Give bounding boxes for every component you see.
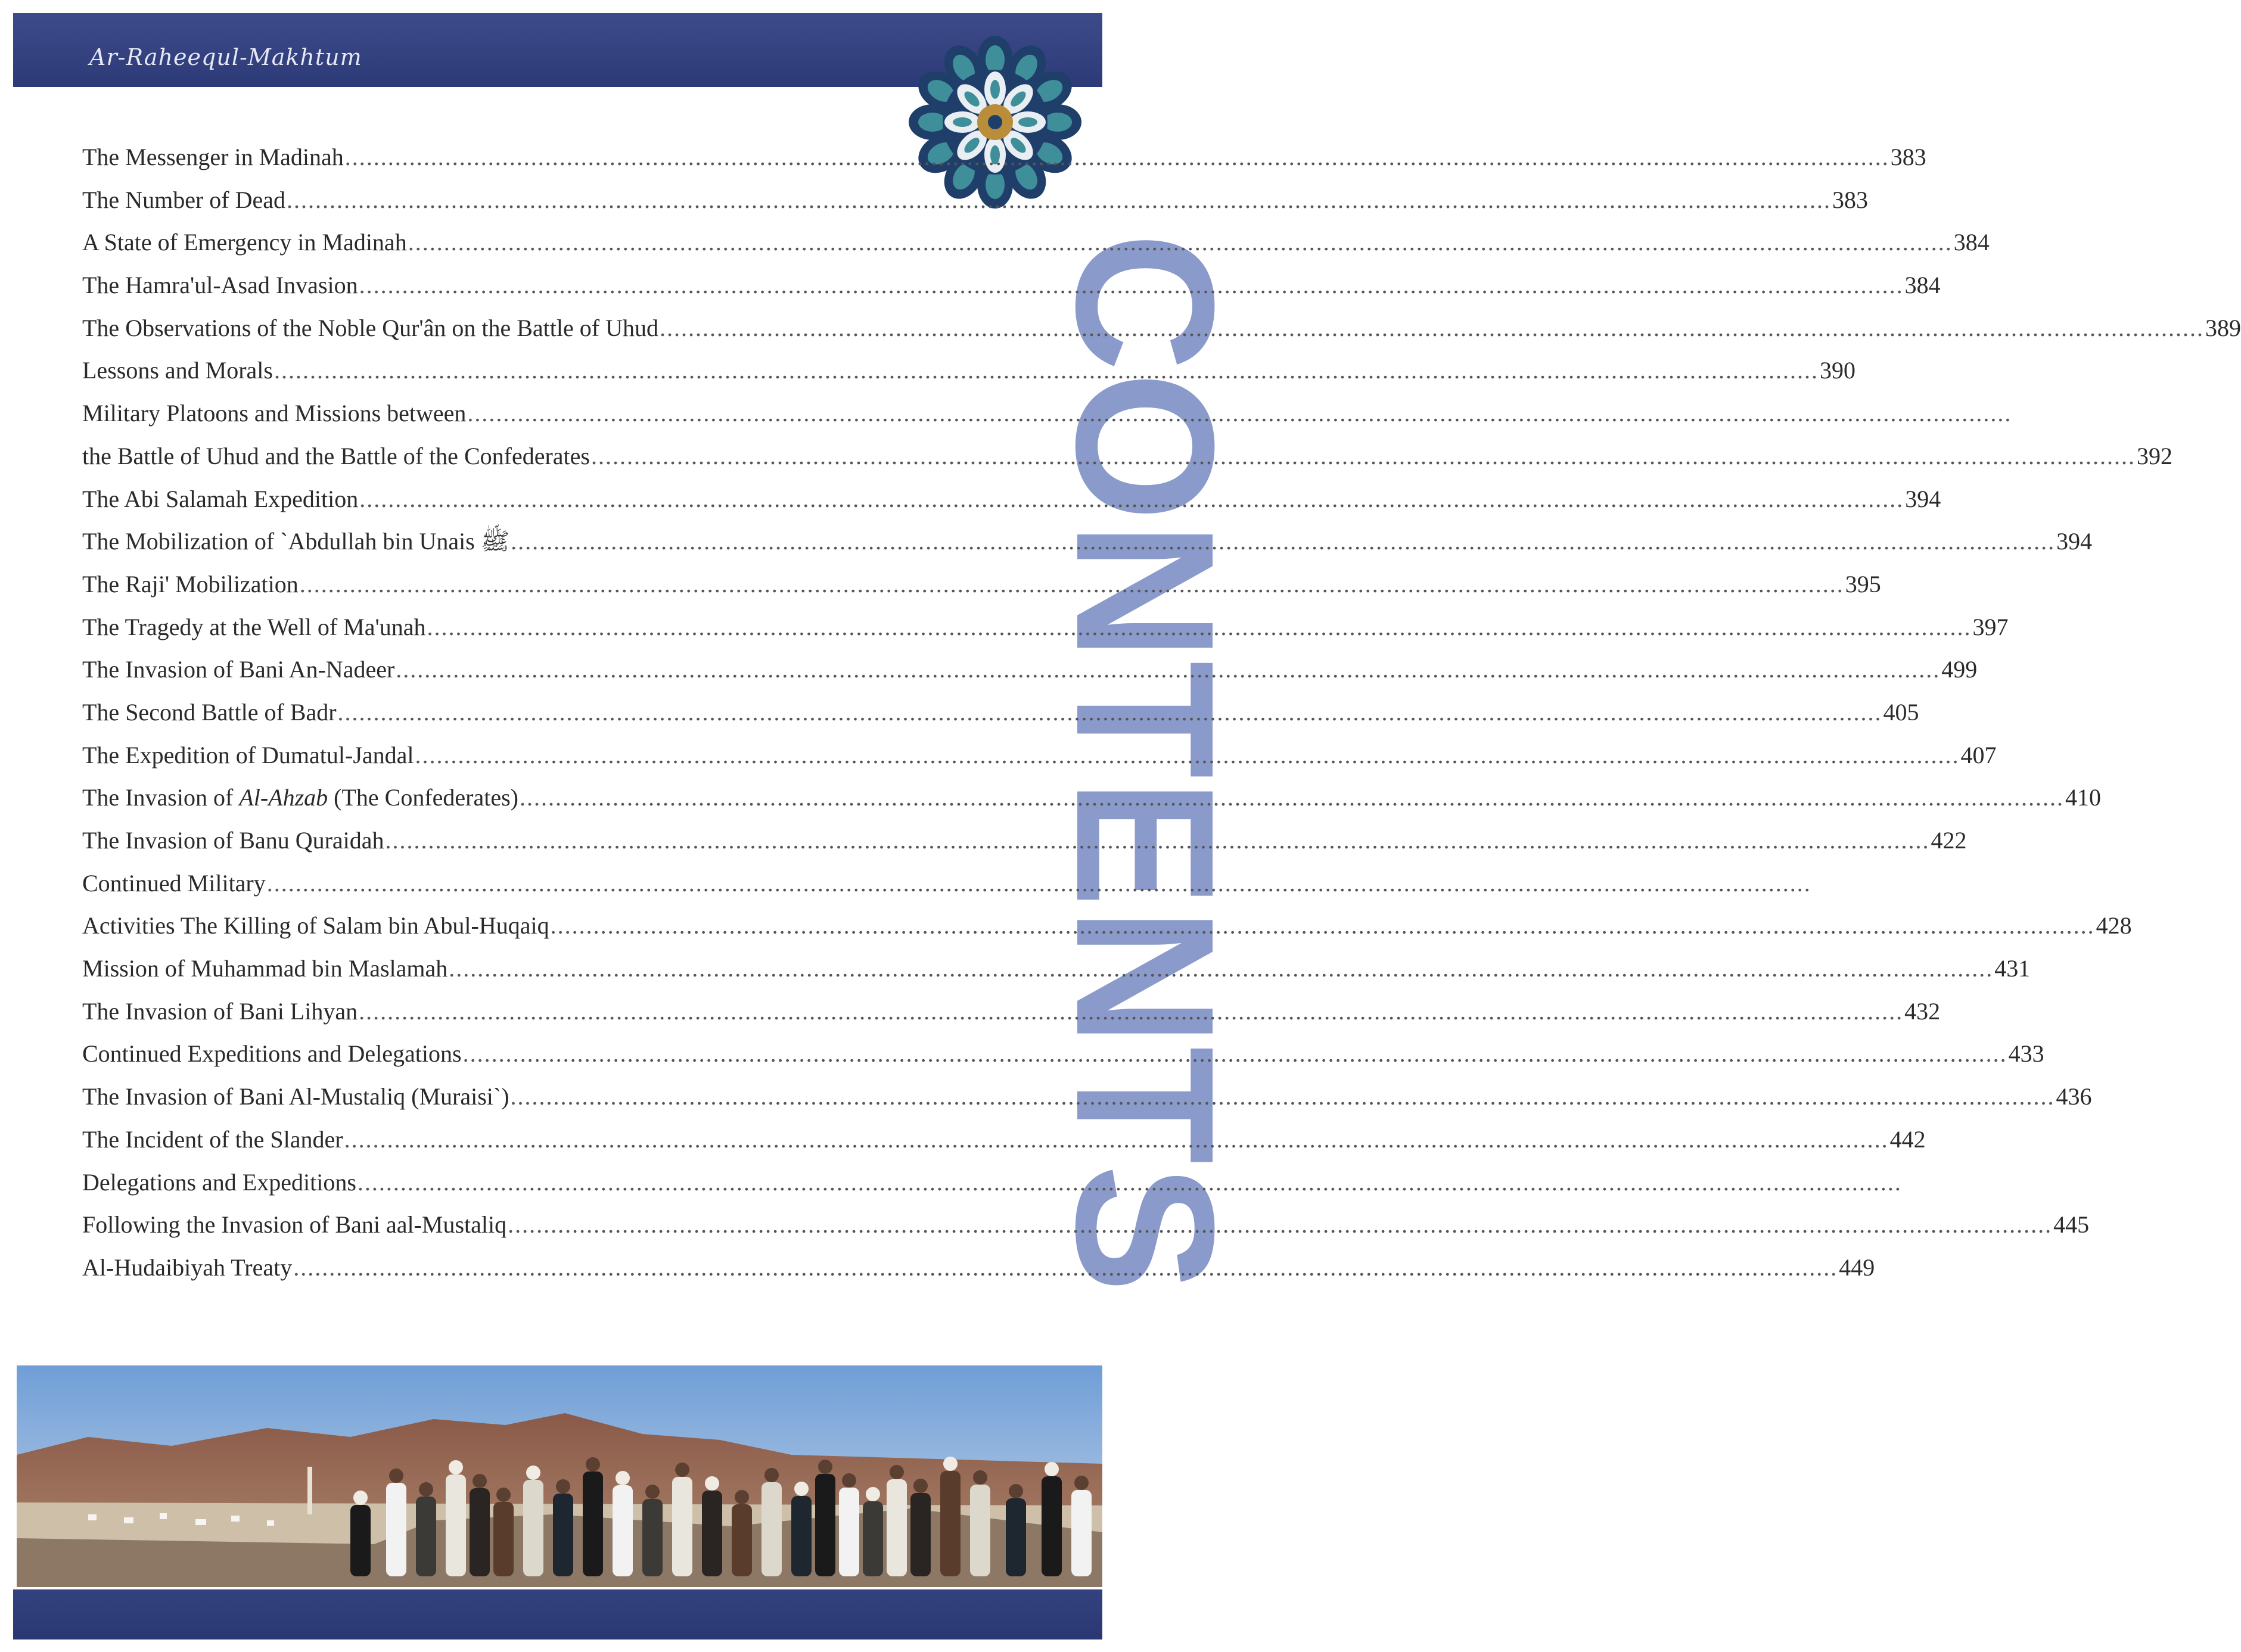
toc-entry-title: The Mobilization of `Abdullah bin Unais ﷺ (82, 528, 510, 555)
toc-entry-title: The Invasion of Bani An-Nadeer (82, 656, 395, 683)
toc-leader-dots (511, 1075, 2055, 1118)
toc-entry-page: 394 (2056, 528, 2093, 555)
toc-entry-title: Continued Military (82, 869, 266, 897)
toc-leader-dots (408, 221, 1953, 264)
toc-entry-title: Continued Expeditions and Delegations (82, 1040, 462, 1068)
toc-entry-page: 397 (1972, 613, 2009, 640)
toc-leader-dots (427, 606, 1971, 649)
toc-leader-dots (267, 862, 1811, 905)
toc-entry-title: The Raji' Mobilization (82, 570, 299, 598)
toc-entry-page: 384 (1953, 229, 1990, 256)
toc-entry-page: 389 (2205, 314, 2241, 341)
footer-band (13, 1589, 1102, 1639)
toc-leader-dots (345, 136, 1889, 179)
toc-leader-dots (551, 904, 2095, 947)
toc-entry-title: The Expedition of Dumatul-Jandal (82, 741, 414, 769)
toc-entry-title: Activities The Killing of Salam bin Abul-Huqaiq (82, 912, 549, 939)
toc-entry-page: 395 (1845, 570, 1881, 598)
toc-leader-dots (300, 563, 1844, 606)
toc-entry-page: 449 (1839, 1253, 1875, 1281)
toc-leader-dots (415, 734, 1960, 777)
toc-entry (82, 648, 1978, 691)
toc-entry (82, 862, 809, 905)
toc-entry-title: The Invasion of Bani Lihyan (82, 997, 358, 1025)
toc-entry (82, 1032, 2044, 1075)
toc-entry-page: 384 (1904, 272, 1941, 299)
toc-leader-dots (338, 691, 1882, 734)
toc-entry (82, 349, 1855, 392)
toc-entry-title: The Messenger in Madinah (82, 144, 344, 170)
toc-entry-title: Lessons and Morals (82, 357, 273, 384)
toc-entry (82, 563, 1881, 606)
toc-entry-title: A State of Emergency in Madinah (82, 229, 407, 256)
toc-entry-page: 432 (1904, 997, 1941, 1025)
toc-entry (82, 776, 2101, 819)
toc-entry (82, 1118, 1926, 1161)
toc-entry-title: the Battle of Uhud and the Battle of the Confederates (82, 442, 590, 469)
toc-entry-page: 407 (1960, 741, 1997, 769)
toc-entry (82, 520, 2093, 563)
toc-entry-title: Al-Hudaibiyah Treaty (82, 1253, 293, 1281)
toc-entry (82, 691, 1919, 734)
toc-entry (82, 947, 2031, 990)
toc-entry (82, 1161, 809, 1204)
toc-leader-dots (396, 648, 1940, 691)
toc-leader-dots (293, 1246, 1838, 1289)
toc-entry-page: 405 (1883, 698, 1919, 726)
toc-entry (82, 819, 1967, 862)
toc-leader-dots (386, 819, 1930, 862)
toc-leader-dots (449, 947, 1993, 990)
toc-entry-page: 428 (2096, 912, 2132, 939)
toc-leader-dots (463, 1032, 2007, 1075)
toc-entry-title: The Incident of the Slander (82, 1125, 343, 1153)
toc-entry-title: The Hamra'ul-Asad Invasion (82, 272, 358, 299)
toc-entry-title: The Observations of the Noble Qur'ân on the Battle of Uhud (82, 314, 658, 341)
book-title: Ar-Raheequl-Makhtum (89, 44, 362, 70)
toc-leader-dots (660, 307, 2204, 350)
toc-entry (82, 221, 1990, 264)
toc-entry-page: 445 (2053, 1211, 2090, 1239)
toc-entry-title: The Invasion of Al-Ahzab (The Confederates) (82, 784, 518, 811)
toc-entry (82, 179, 1868, 222)
toc-entry-title: The Invasion of Banu Quraidah (82, 827, 384, 854)
toc-entry-title: The Abi Salamah Expedition (82, 485, 359, 512)
toc-entry-page: 383 (1832, 186, 1868, 213)
toc-entry-page: 383 (1890, 144, 1926, 170)
toc-leader-dots (287, 179, 1831, 222)
toc-leader-dots (520, 776, 2064, 819)
toc-entry-title: Following the Invasion of Bani aal-Mustaliq (82, 1211, 507, 1239)
toc-leader-dots (508, 1203, 2052, 1246)
toc-entry-page: 442 (1889, 1125, 1926, 1153)
toc-leader-dots (467, 392, 2012, 435)
toc-entry-title: Mission of Muhammad bin Maslamah (82, 955, 448, 982)
toc-leader-dots (358, 1161, 1902, 1204)
toc-leader-dots (359, 264, 1904, 307)
toc-entry (82, 1075, 2092, 1118)
toc-entry-title: Delegations and Expeditions (82, 1168, 356, 1196)
toc-entry (82, 904, 2132, 947)
toc-entry-title: Military Platoons and Missions between (82, 400, 467, 427)
toc-entry-page: 431 (1994, 955, 2031, 982)
toc-entry (82, 606, 2009, 649)
toc-entry (82, 1246, 1875, 1289)
toc-entry (82, 990, 1941, 1033)
landscape-photo (17, 1365, 1102, 1587)
toc-entry (82, 392, 809, 435)
toc-entry (82, 136, 1926, 179)
toc-entry (82, 264, 1941, 307)
toc-leader-dots (591, 435, 2136, 478)
toc-entry (82, 478, 1941, 521)
toc-entry-page: 394 (1905, 485, 1941, 512)
toc-entry-title: The Second Battle of Badr (82, 698, 337, 726)
toc-entry-page: 422 (1931, 827, 1967, 854)
toc-entry (82, 435, 2172, 478)
toc-entry-page: 410 (2065, 784, 2101, 811)
toc-entry-page: 436 (2056, 1083, 2092, 1110)
toc-leader-dots (359, 478, 1904, 521)
toc-entry-page: 433 (2008, 1040, 2044, 1068)
toc-entry-title: The Tragedy at the Well of Ma'unah (82, 613, 426, 640)
toc-entry-title: The Invasion of Bani Al-Mustaliq (Muraisi`) (82, 1083, 509, 1110)
toc-entry (82, 734, 1997, 777)
toc-entry-page: 499 (1941, 656, 1978, 683)
toc-entry-page: 390 (1819, 357, 1855, 384)
contents-heading-text: CONTENTS (1036, 232, 1255, 1314)
toc-entry (82, 307, 2241, 350)
toc-entry (82, 1203, 2090, 1246)
toc-leader-dots (511, 520, 2055, 563)
toc-entry-page: 392 (2136, 442, 2172, 469)
toc-leader-dots (274, 349, 1819, 392)
toc-leader-dots (359, 990, 1903, 1033)
toc-leader-dots (344, 1118, 1889, 1161)
toc-entry-title: The Number of Dead (82, 186, 285, 213)
